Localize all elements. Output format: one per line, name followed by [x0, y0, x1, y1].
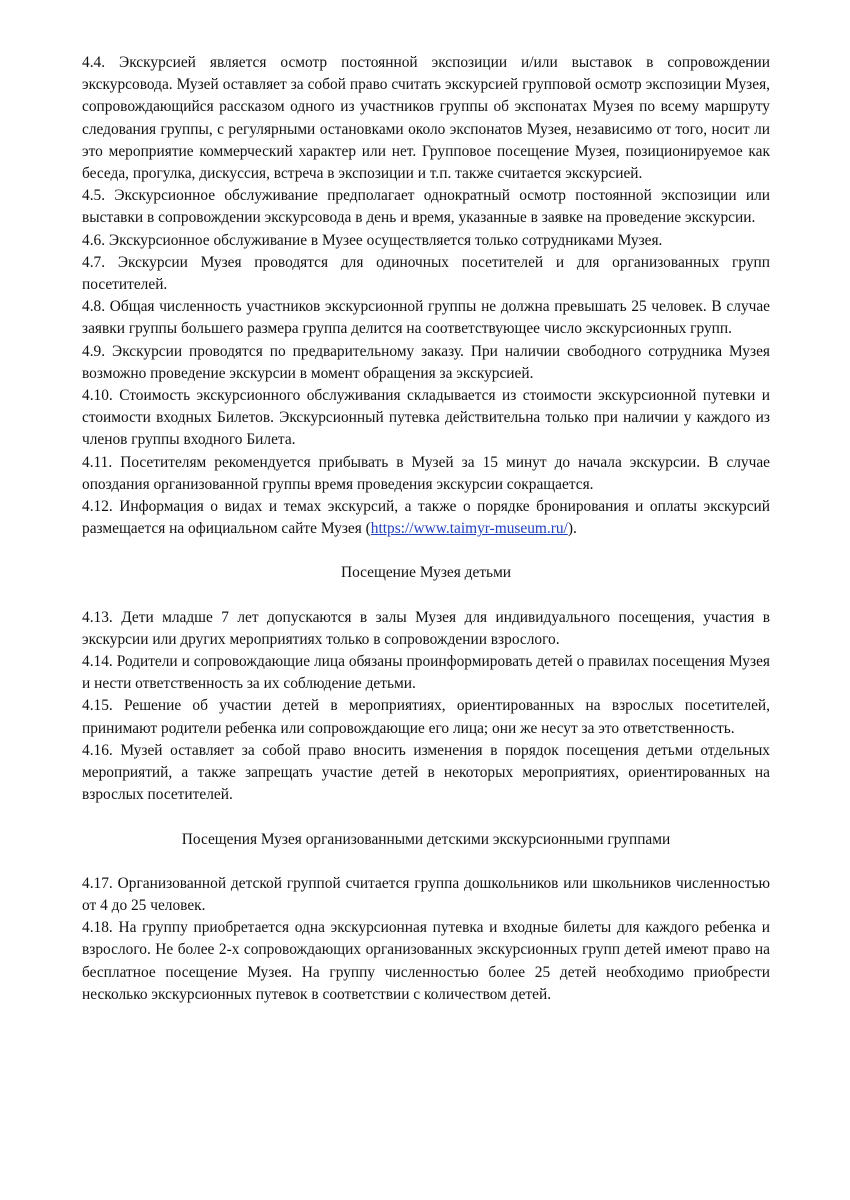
paragraph-4-12-text: 4.12. Информация о видах и темах экскурсий, а также о порядке бронирования и оплаты экскурсий размещается на официальном сайте Музея ( [82, 498, 770, 538]
paragraph-4-12-end: ). [567, 520, 577, 538]
paragraph-4-10: 4.10. Стоимость экскурсионного обслуживания складывается из стоимости экскурсионной путевки и стоимости входных Билетов. Экскурсионный путевка действительна только при наличии у каждого из членов группы входного Билета. [82, 387, 770, 449]
paragraph-4-7: 4.7. Экскурсии Музея проводятся для одиночных посетителей и для организованных групп посетителей. [82, 253, 770, 294]
paragraph-4-16: 4.16. Музей оставляет за собой право вносить изменения в порядок посещения детьми отдельных мероприятий, а также запрещать участие детей в некоторых мероприятиях, ориентированных на взрослых посетителей. [82, 741, 770, 804]
paragraph-4-6: 4.6. Экскурсионное обслуживание в Музее осуществляется только сотрудниками Музея. [82, 231, 663, 249]
section-heading-children-groups: Посещения Музея организованными детскими экскурсионными группами [181, 830, 671, 848]
paragraph-4-14: 4.14. Родители и сопровождающие лица обязаны проинформировать детей о правилах посещения Музея и нести ответственность за их соблюдение детьми. [82, 653, 770, 693]
paragraph-4-11: 4.11. Посетителям рекомендуется прибывать в Музей за 15 минут до начала экскурсии. В случае опоздания организованной группы время проведения экскурсии сокращается. [82, 453, 770, 493]
paragraph-4-13: 4.13. Дети младше 7 лет допускаются в залы Музея для индивидуального посещения, участия в экскурсии или других мероприятиях только в сопровождении взрослого. [82, 608, 770, 648]
paragraph-4-17: 4.17. Организованной детской группой считается группа дошкольников или школьников численностью от 4 до 25 человек. [82, 874, 770, 914]
document-page [82, 52, 770, 1006]
section-heading-children: Посещение Музея детьми [340, 564, 512, 582]
paragraph-4-12 [82, 496, 770, 540]
paragraph-4-9: 4.9. Экскурсии проводятся по предварительному заказу. При наличии свободного сотрудника Музея возможно проведение экскурсии в момент обращения за экскурсией. [82, 342, 770, 382]
paragraph-4-4: 4.4. Экскурсией является осмотр постоянной экспозиции и/или выставок в сопровождении экскурсовода. Музей оставляет за собой право считать экскурсией групповой осмотр экспозиции Музея, сопровождающийся рассказом одного из участников группы об экспонатах Музея по всему маршруту следования группы, с регулярными остановками около экспонатов Музея, независимо от того, носит ли это мероприятие коммерческий характер или нет. Групповое посещение Музея, позиционируемое как беседа, прогулка, дискуссия, встреча в экспозиции и т.п. также считается экскурсией. [82, 54, 770, 183]
paragraph-4-18: 4.18. На группу приобретается одна экскурсионная путевка и входные билеты для каждого ребенка и взрослого. Не более 2-х сопровождающих организованных экскурсионных групп детей имеют право на бесплатное посещение Музея. На группу численностью более 25 детей необходимо приобрести несколько экскурсионных путевок в соответствии с количеством детей. [82, 919, 770, 1003]
paragraph-4-8: 4.8. Общая численность участников экскурсионной группы не должна превышать 25 человек. В случае заявки группы большего размера группа делится на соответствующее число экскурсионных групп. [82, 298, 770, 338]
museum-website-link[interactable]: https://www.taimyr-museum.ru/ [370, 520, 568, 538]
paragraph-4-5: 4.5. Экскурсионное обслуживание предполагает однократный осмотр постоянной экспозиции или выставки в сопровождении экскурсовода в день и время, указанные в заявке на проведение экскурсии. [82, 187, 770, 227]
paragraph-4-15: 4.15. Решение об участии детей в мероприятиях, ориентированных на взрослых посетителей, принимают родители ребенка или сопровождающие его лица; они же несут за это ответственность. [82, 697, 770, 737]
section-children-groups [82, 873, 770, 1006]
section-excursions [82, 52, 770, 540]
section-children [82, 607, 770, 807]
